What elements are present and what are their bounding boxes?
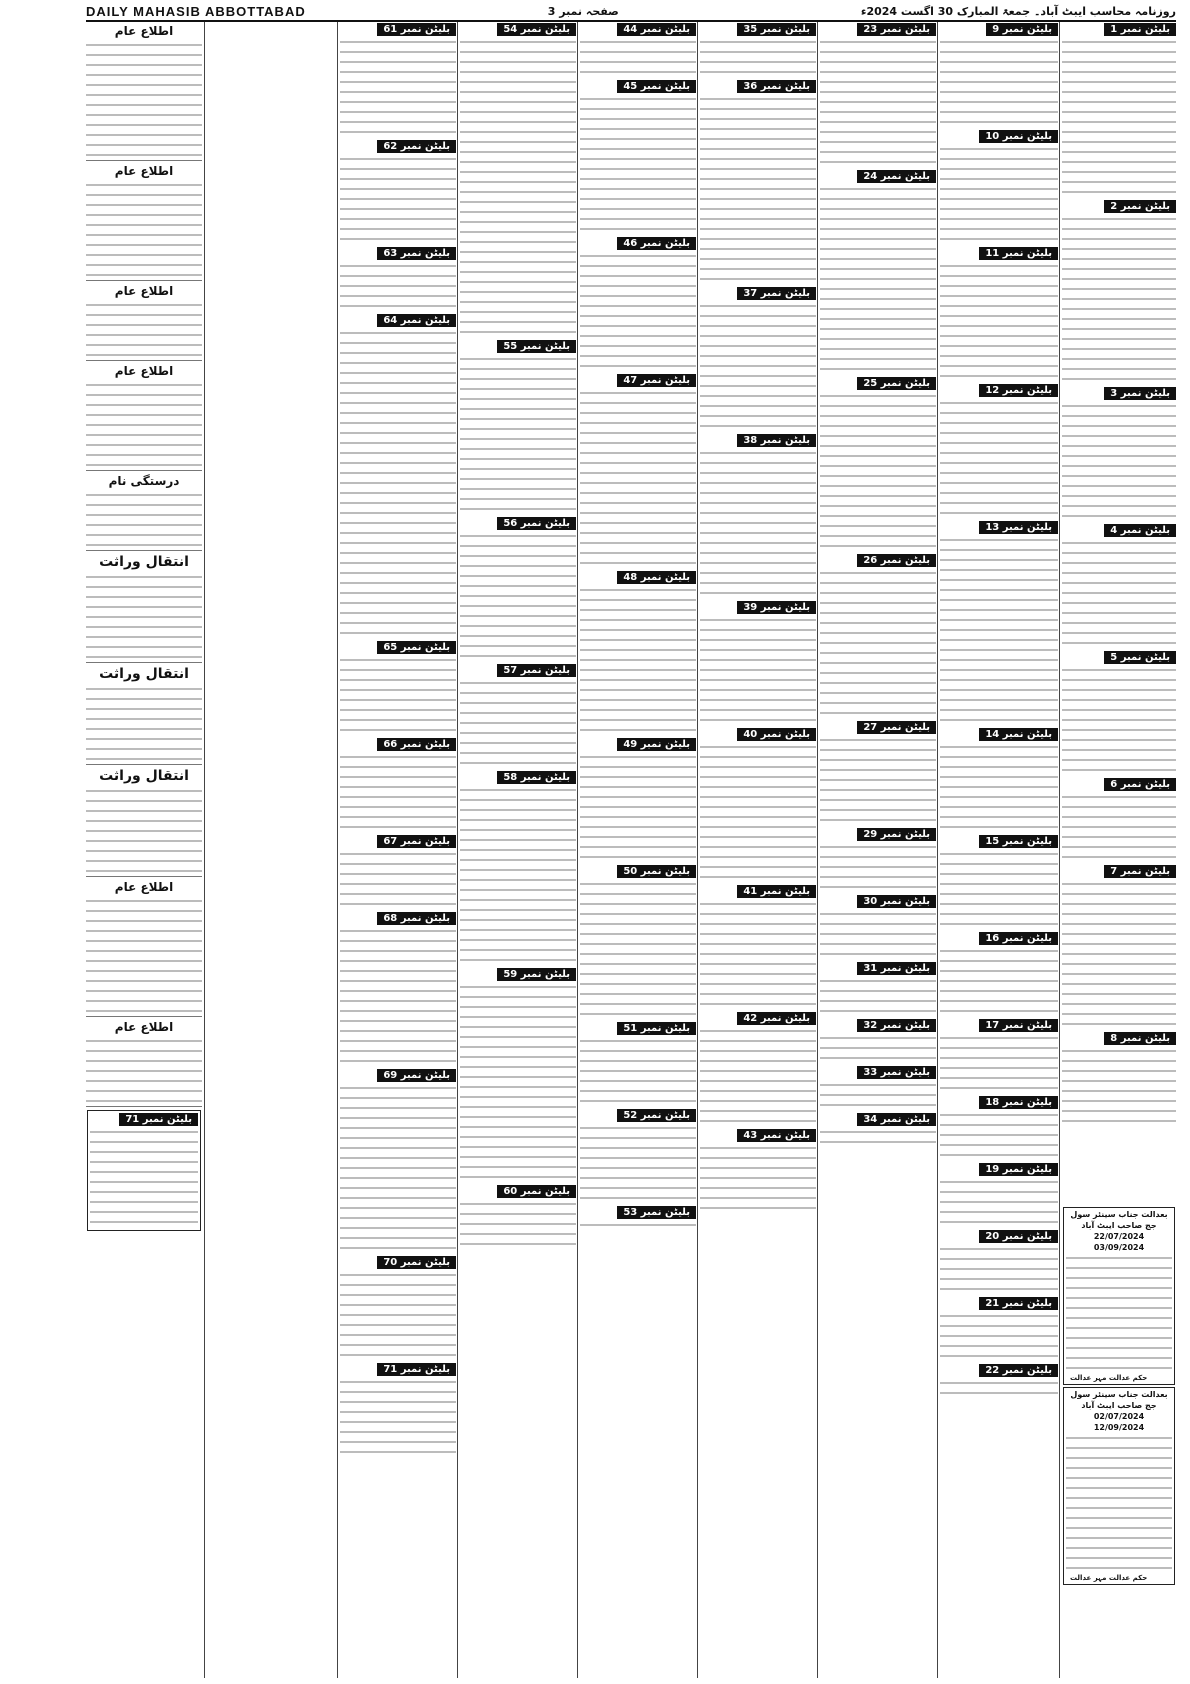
public-notice xyxy=(86,364,202,471)
notice-text xyxy=(86,896,202,1016)
bulletin-number: بلیٹن نمبر 65 xyxy=(377,641,456,654)
bulletin-text xyxy=(700,1026,816,1126)
bulletin-number: بلیٹن نمبر 18 xyxy=(979,1096,1058,1109)
notice-text xyxy=(86,40,202,160)
bulletin-block xyxy=(700,79,816,284)
court-notice xyxy=(1063,1387,1175,1585)
public-notice xyxy=(86,768,202,877)
bulletin-number: بلیٹن نمبر 13 xyxy=(979,521,1058,534)
bulletin-block xyxy=(940,1363,1058,1398)
bulletin-block xyxy=(340,1255,456,1360)
bulletin-number: بلیٹن نمبر 50 xyxy=(617,865,696,878)
bulletin-number: بلیٹن نمبر 58 xyxy=(497,771,576,784)
bulletin-text xyxy=(340,261,456,311)
bulletin-text xyxy=(580,1220,696,1230)
bulletin-block xyxy=(940,931,1058,1016)
bulletin-number: بلیٹن نمبر 62 xyxy=(377,140,456,153)
bulletin-text xyxy=(700,448,816,598)
bulletin-block xyxy=(340,911,456,1066)
bulletin-number: بلیٹن نمبر 64 xyxy=(377,314,456,327)
bulletin-block xyxy=(700,1011,816,1126)
bulletin-block xyxy=(820,22,936,167)
public-notice xyxy=(86,474,202,551)
hearing-date: 03/09/2024 xyxy=(1093,1243,1145,1252)
bulletin-text xyxy=(820,1127,936,1147)
bulletin-number: بلیٹن نمبر 31 xyxy=(857,962,936,975)
notice-title: اطلاع عام xyxy=(114,284,174,298)
bulletin-text xyxy=(940,1378,1058,1398)
bulletin-number: بلیٹن نمبر 26 xyxy=(857,554,936,567)
notice-text xyxy=(86,684,202,764)
bulletin-block xyxy=(580,1108,696,1203)
bulletin-column xyxy=(940,22,1058,1678)
bulletin-block xyxy=(820,1065,936,1110)
notice-text xyxy=(86,1036,202,1106)
bulletin-text xyxy=(460,531,576,661)
bulletin-block xyxy=(580,22,696,77)
bulletin-block xyxy=(340,313,456,638)
bulletin-text xyxy=(940,398,1058,518)
public-notice xyxy=(86,1020,202,1107)
bulletin-text xyxy=(940,1033,1058,1093)
bulletin-text xyxy=(820,976,936,1016)
bulletin-number: بلیٹن نمبر 59 xyxy=(497,968,576,981)
public-notices-column xyxy=(86,22,202,1678)
bulletin-text xyxy=(340,655,456,735)
bulletin-number: بلیٹن نمبر 51 xyxy=(617,1022,696,1035)
bulletin-number: بلیٹن نمبر 24 xyxy=(857,170,936,183)
bulletin-block xyxy=(940,520,1058,725)
bulletin-block xyxy=(700,600,816,725)
bulletin-number: بلیٹن نمبر 15 xyxy=(979,835,1058,848)
bulletin-text xyxy=(1062,1046,1176,1126)
bulletin-text xyxy=(580,1036,696,1106)
notice-title: درستگی نام xyxy=(108,474,180,488)
notice-title: اطلاع عام xyxy=(114,1020,174,1034)
bulletin-block xyxy=(340,139,456,244)
column-divider xyxy=(697,22,698,1678)
bulletin-block xyxy=(460,22,576,337)
bulletin-block xyxy=(940,1229,1058,1294)
bulletin-block xyxy=(340,1068,456,1253)
bulletin-text xyxy=(820,37,936,167)
bulletin-number: بلیٹن نمبر 29 xyxy=(857,828,936,841)
notice-title: اطلاع عام xyxy=(114,24,174,38)
bulletin-number: بلیٹن نمبر 3 xyxy=(1104,387,1176,400)
bulletin-block xyxy=(820,961,936,1016)
bulletin-column xyxy=(580,22,696,1678)
bulletin-number: بلیٹن نمبر 69 xyxy=(377,1069,456,1082)
notice-text xyxy=(86,300,202,360)
bulletin-text xyxy=(940,946,1058,1016)
court-heading: بعدالت جناب سینئر سول جج صاحب ایبٹ آباد xyxy=(1070,1390,1168,1410)
hearing-date: 12/09/2024 xyxy=(1093,1423,1145,1432)
bulletin-text xyxy=(940,1177,1058,1227)
bulletin-text xyxy=(700,301,816,431)
bulletin-number: بلیٹن نمبر 48 xyxy=(617,571,696,584)
bulletin-number: بلیٹن نمبر 53 xyxy=(617,1206,696,1219)
bulletin-number: بلیٹن نمبر 21 xyxy=(979,1297,1058,1310)
bulletin-number: بلیٹن نمبر 9 xyxy=(986,23,1058,36)
bulletin-number: بلیٹن نمبر 63 xyxy=(377,247,456,260)
bulletin-block xyxy=(580,1205,696,1230)
bulletin-text xyxy=(460,37,576,337)
bulletin-number: بلیٹن نمبر 7 xyxy=(1104,865,1176,878)
bulletin-text xyxy=(700,94,816,284)
bulletin-text xyxy=(580,1123,696,1203)
bulletin-block xyxy=(700,884,816,1009)
bulletin-number: بلیٹن نمبر 6 xyxy=(1104,778,1176,791)
bulletin-text xyxy=(580,251,696,371)
bulletin-text xyxy=(940,37,1058,127)
bulletin-block xyxy=(940,383,1058,518)
court-heading: بعدالت جناب سینئر سول جج صاحب ایبٹ آباد xyxy=(1070,1210,1168,1230)
column-divider xyxy=(817,22,818,1678)
bulletin-block xyxy=(940,1162,1058,1227)
column-divider xyxy=(937,22,938,1678)
bulletin-number: بلیٹن نمبر 39 xyxy=(737,601,816,614)
bulletin-text xyxy=(940,1244,1058,1294)
notice-text xyxy=(86,572,202,662)
bulletin-block xyxy=(340,834,456,909)
bulletin-column xyxy=(820,22,936,1678)
column-divider xyxy=(337,22,338,1678)
bulletin-text xyxy=(1062,214,1176,384)
bulletin-block xyxy=(340,22,456,137)
bulletin-text xyxy=(580,879,696,1019)
bulletin-text xyxy=(460,678,576,768)
bulletin-block xyxy=(940,1296,1058,1361)
bulletin-block xyxy=(700,1128,816,1213)
bulletin-number: بلیٹن نمبر 17 xyxy=(979,1019,1058,1032)
court-signature: حکم عدالت مہر عدالت xyxy=(1070,1574,1148,1582)
bulletin-number: بلیٹن نمبر 35 xyxy=(737,23,816,36)
bulletin-number: بلیٹن نمبر 44 xyxy=(617,23,696,36)
bulletin-text xyxy=(820,735,936,825)
notice-title: اطلاع عام xyxy=(114,364,174,378)
bulletin-number: بلیٹن نمبر 5 xyxy=(1104,651,1176,664)
notice-text xyxy=(86,490,202,550)
bulletin-number: بلیٹن نمبر 27 xyxy=(857,721,936,734)
bulletin-text xyxy=(580,752,696,862)
bulletin-text xyxy=(1062,37,1176,197)
bulletin-text xyxy=(340,849,456,909)
bulletin-number: بلیٹن نمبر 4 xyxy=(1104,524,1176,537)
bulletin-number: بلیٹن نمبر 49 xyxy=(617,738,696,751)
bulletin-number: بلیٹن نمبر 11 xyxy=(979,247,1058,260)
bottom-bulletin xyxy=(87,1110,201,1231)
court-text xyxy=(1066,1253,1172,1373)
bulletin-block xyxy=(580,236,696,371)
bulletin-block xyxy=(340,640,456,735)
bulletin-number: بلیٹن نمبر 57 xyxy=(497,664,576,677)
bulletin-column xyxy=(700,22,816,1678)
bulletin-text xyxy=(940,144,1058,244)
bulletin-number: بلیٹن نمبر 22 xyxy=(979,1364,1058,1377)
bulletin-block xyxy=(460,967,576,1182)
court-notice xyxy=(1063,1207,1175,1385)
bulletin-block xyxy=(820,169,936,374)
bulletin-block xyxy=(1062,523,1176,648)
bulletin-block xyxy=(940,727,1058,832)
court-text xyxy=(1066,1433,1172,1573)
bulletin-text xyxy=(700,899,816,1009)
bulletin-block xyxy=(940,22,1058,127)
bulletin-number: بلیٹن نمبر 12 xyxy=(979,384,1058,397)
bulletin-block xyxy=(90,1112,198,1227)
bulletin-number: بلیٹن نمبر 10 xyxy=(979,130,1058,143)
bulletin-text xyxy=(700,742,816,882)
bulletin-text xyxy=(1062,401,1176,521)
bulletin-text xyxy=(700,37,816,77)
bulletin-number: بلیٹن نمبر 36 xyxy=(737,80,816,93)
bulletin-block xyxy=(820,827,936,892)
bulletin-block xyxy=(580,737,696,862)
public-notice xyxy=(86,666,202,765)
bulletin-column xyxy=(1062,22,1176,1202)
bulletin-text xyxy=(700,1143,816,1213)
column-divider xyxy=(1059,22,1060,1678)
bulletin-block xyxy=(340,246,456,311)
bulletin-text xyxy=(940,1110,1058,1160)
bulletin-number: بلیٹن نمبر 37 xyxy=(737,287,816,300)
bulletin-number: بلیٹن نمبر 25 xyxy=(857,377,936,390)
bulletin-text xyxy=(340,1377,456,1457)
notice-title: انتقال وراثت xyxy=(99,768,189,784)
bulletin-number: بلیٹن نمبر 38 xyxy=(737,434,816,447)
bulletin-block xyxy=(460,1184,576,1249)
bulletin-number: بلیٹن نمبر 67 xyxy=(377,835,456,848)
bulletin-text xyxy=(940,849,1058,929)
bulletin-block xyxy=(340,737,456,832)
bulletin-text xyxy=(940,742,1058,832)
bulletin-block xyxy=(940,1095,1058,1160)
bulletin-block xyxy=(820,894,936,959)
bulletin-block xyxy=(820,553,936,718)
bulletin-text xyxy=(1062,792,1176,862)
column-divider xyxy=(577,22,578,1678)
bulletin-text xyxy=(340,1083,456,1253)
bulletin-number: بلیٹن نمبر 60 xyxy=(497,1185,576,1198)
bulletin-number: بلیٹن نمبر 47 xyxy=(617,374,696,387)
bulletin-text xyxy=(340,37,456,137)
bulletin-number: بلیٹن نمبر 68 xyxy=(377,912,456,925)
bulletin-number: بلیٹن نمبر 8 xyxy=(1104,1032,1176,1045)
notice-title: اطلاع عام xyxy=(114,164,174,178)
bulletin-block xyxy=(1062,864,1176,1029)
bulletin-text xyxy=(340,328,456,638)
bulletin-number: بلیٹن نمبر 41 xyxy=(737,885,816,898)
bulletin-block xyxy=(1062,777,1176,862)
hearing-date: 02/07/2024 xyxy=(1093,1412,1145,1421)
bulletin-number: بلیٹن نمبر 71 xyxy=(377,1363,456,1376)
bulletin-block xyxy=(940,1018,1058,1093)
bulletin-text xyxy=(340,926,456,1066)
court-notices xyxy=(1062,1205,1176,1675)
bulletin-number: بلیٹن نمبر 43 xyxy=(737,1129,816,1142)
bulletin-number: بلیٹن نمبر 55 xyxy=(497,340,576,353)
bulletin-text xyxy=(820,1080,936,1110)
bulletin-text xyxy=(340,154,456,244)
bulletin-text xyxy=(700,615,816,725)
bulletin-text xyxy=(580,585,696,735)
notice-text xyxy=(86,786,202,876)
bulletin-column xyxy=(460,22,576,1678)
bulletin-text xyxy=(820,842,936,892)
bulletin-number: بلیٹن نمبر 61 xyxy=(377,23,456,36)
public-notice xyxy=(86,284,202,361)
bulletin-text xyxy=(90,1127,198,1227)
bulletin-block xyxy=(940,834,1058,929)
bulletin-text xyxy=(1062,665,1176,775)
public-notice xyxy=(86,554,202,663)
masthead xyxy=(86,2,1176,22)
bulletin-block xyxy=(580,373,696,568)
bulletin-block xyxy=(580,79,696,234)
bulletin-text xyxy=(580,388,696,568)
public-notice xyxy=(86,24,202,161)
bulletin-number: بلیٹن نمبر 14 xyxy=(979,728,1058,741)
bulletin-number: بلیٹن نمبر 70 xyxy=(377,1256,456,1269)
bulletin-block xyxy=(820,376,936,551)
bulletin-block xyxy=(700,433,816,598)
bulletin-text xyxy=(940,261,1058,381)
bulletin-text xyxy=(580,37,696,77)
bulletin-block xyxy=(700,727,816,882)
public-notice xyxy=(86,880,202,1017)
bulletin-text xyxy=(460,1199,576,1249)
notice-text xyxy=(86,180,202,280)
date-line: روزنامہ محاسب ایبٹ آباد۔ جمعۃ المبارک 30 اگست 2024ء xyxy=(860,4,1176,18)
column-divider xyxy=(204,22,205,1678)
bulletin-number: بلیٹن نمبر 56 xyxy=(497,517,576,530)
bulletin-text xyxy=(820,184,936,374)
notice-title: اطلاع عام xyxy=(114,880,174,894)
bulletin-number: بلیٹن نمبر 20 xyxy=(979,1230,1058,1243)
bulletin-block xyxy=(1062,22,1176,197)
bulletin-number: بلیٹن نمبر 33 xyxy=(857,1066,936,1079)
bulletin-text xyxy=(820,909,936,959)
bulletin-block xyxy=(1062,1031,1176,1126)
bulletin-text xyxy=(820,568,936,718)
bulletin-block xyxy=(820,1018,936,1063)
newspaper-title: DAILY MAHASIB ABBOTTABAD xyxy=(86,3,306,19)
notice-title: انتقال وراثت xyxy=(99,666,189,682)
bulletin-number: بلیٹن نمبر 42 xyxy=(737,1012,816,1025)
hearing-date: 22/07/2024 xyxy=(1093,1232,1145,1241)
bulletin-text xyxy=(580,94,696,234)
bulletin-number: بلیٹن نمبر 34 xyxy=(857,1113,936,1126)
bulletin-number: بلیٹن نمبر 40 xyxy=(737,728,816,741)
bulletin-block xyxy=(340,1362,456,1457)
bulletin-text xyxy=(940,535,1058,725)
bulletin-number: بلیٹن نمبر 46 xyxy=(617,237,696,250)
bulletin-number: بلیٹن نمبر 45 xyxy=(617,80,696,93)
bulletin-block xyxy=(700,22,816,77)
notice-title: انتقال وراثت xyxy=(99,554,189,570)
bulletin-text xyxy=(820,1033,936,1063)
bulletin-block xyxy=(460,339,576,514)
bulletin-number: بلیٹن نمبر 52 xyxy=(617,1109,696,1122)
bulletin-block xyxy=(700,286,816,431)
bulletin-number: بلیٹن نمبر 30 xyxy=(857,895,936,908)
bulletin-text xyxy=(820,391,936,551)
bulletin-block xyxy=(460,516,576,661)
bulletin-text xyxy=(340,752,456,832)
bulletin-number: بلیٹن نمبر 19 xyxy=(979,1163,1058,1176)
bulletin-number: بلیٹن نمبر 66 xyxy=(377,738,456,751)
bulletin-text xyxy=(1062,538,1176,648)
notice-text xyxy=(86,380,202,470)
bulletin-text xyxy=(460,354,576,514)
bulletin-text xyxy=(940,1311,1058,1361)
bulletin-block xyxy=(940,246,1058,381)
bulletin-text xyxy=(460,982,576,1182)
bulletin-text xyxy=(1062,879,1176,1029)
bulletin-number: بلیٹن نمبر 1 xyxy=(1104,23,1176,36)
bulletin-block xyxy=(580,1021,696,1106)
bulletin-block xyxy=(460,770,576,965)
bulletin-block xyxy=(460,663,576,768)
bulletin-number: بلیٹن نمبر 54 xyxy=(497,23,576,36)
bulletin-number: بلیٹن نمبر 16 xyxy=(979,932,1058,945)
bulletin-block xyxy=(580,864,696,1019)
bulletin-number: بلیٹن نمبر 23 xyxy=(857,23,936,36)
bulletin-number: بلیٹن نمبر 32 xyxy=(857,1019,936,1032)
bulletin-block xyxy=(820,1112,936,1147)
page-number: صفحہ نمبر 3 xyxy=(547,4,619,18)
bulletin-block xyxy=(820,720,936,825)
bulletin-number: بلیٹن نمبر 71 xyxy=(119,1113,198,1126)
bulletin-number: بلیٹن نمبر 2 xyxy=(1104,200,1176,213)
bulletin-block xyxy=(1062,386,1176,521)
bulletin-block xyxy=(1062,650,1176,775)
bulletin-block xyxy=(1062,199,1176,384)
court-signature: حکم عدالت مہر عدالت xyxy=(1070,1374,1148,1382)
public-notice xyxy=(86,164,202,281)
bulletin-column xyxy=(340,22,456,1678)
bulletin-text xyxy=(340,1270,456,1360)
bulletin-block xyxy=(580,570,696,735)
column-divider xyxy=(457,22,458,1678)
bulletin-block xyxy=(940,129,1058,244)
bulletin-text xyxy=(460,785,576,965)
